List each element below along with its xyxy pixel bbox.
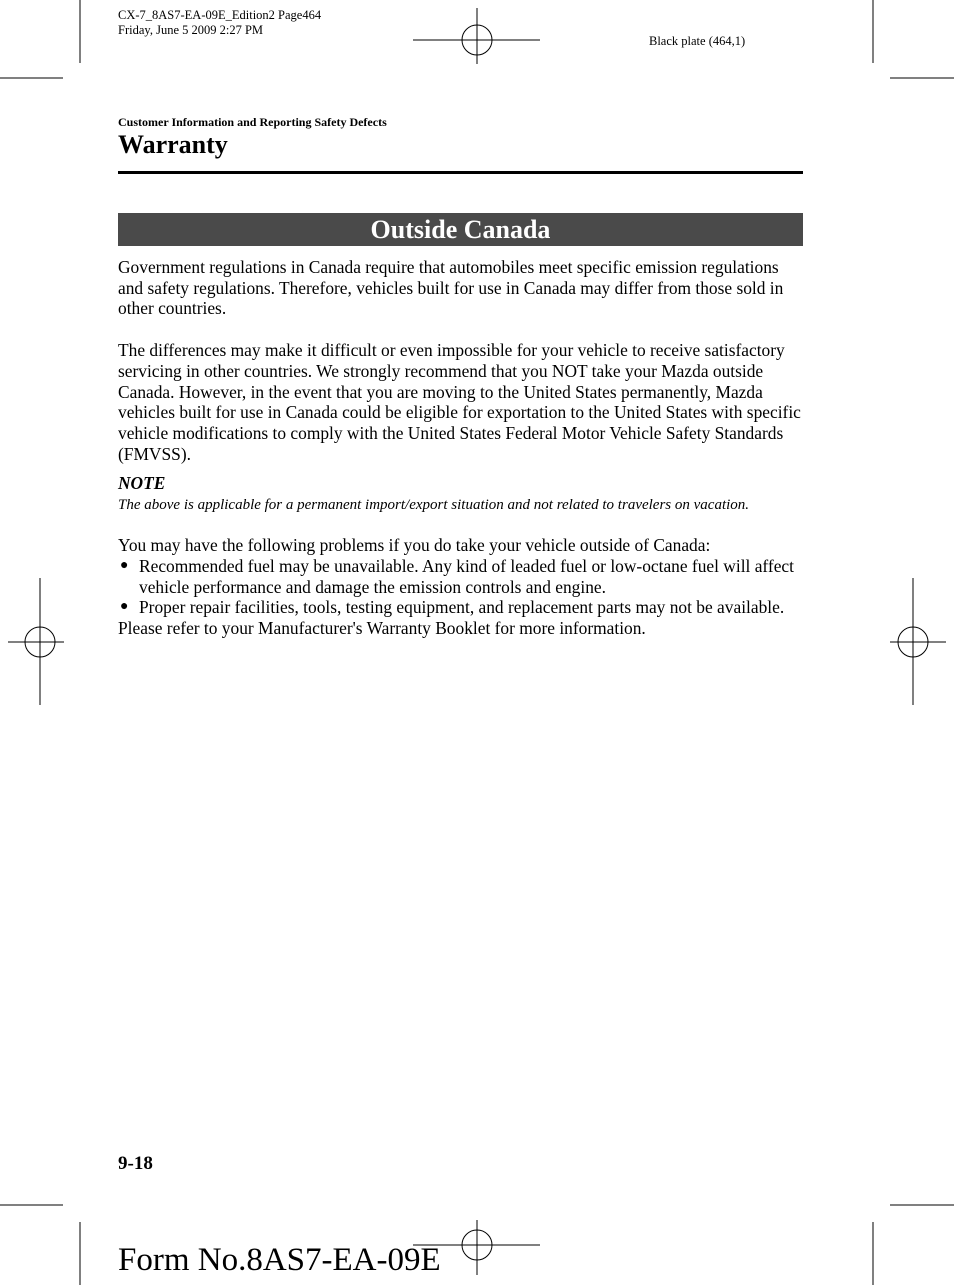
closing-text: Please refer to your Manufacturer's Warranty Booklet for more information.: [118, 618, 646, 639]
note-heading: NOTE: [118, 473, 166, 494]
note-text: The above is applicable for a permanent import/export situation and not related to travelers on vacation.: [118, 497, 750, 514]
title-rule: [118, 171, 803, 174]
list-item-text: Recommended fuel may be unavailable. Any kind of leaded fuel or low-octane fuel will affect vehicle performance and damage the emission controls and engine.: [139, 556, 794, 597]
slug-filename: CX-7_8AS7-EA-09E_Edition2 Page464: [118, 8, 322, 22]
section-heading: Outside Canada: [118, 213, 803, 246]
slug-timestamp: Friday, June 5 2009 2:27 PM: [118, 23, 264, 37]
list-item: [118, 556, 808, 597]
page-number: 9-18: [118, 1153, 153, 1174]
bullet-icon: ●: [120, 599, 129, 615]
paragraph-differences: The differences may make it difficult or even impossible for your vehicle to receive satisfactory servicing in other countries. We strongly recommend that you NOT take your Mazda outside Canada. However, in the event that you are moving to the United States permanently, Mazda vehicles built for use in Canada could be eligible for exportation to the United States with specific vehicle modifications to comply with the United States Federal Motor Vehicle Safety Standards (FMVSS).: [118, 340, 801, 464]
plate-label: Black plate (464,1): [649, 34, 746, 48]
bullet-icon: ●: [120, 558, 129, 574]
problems-intro: You may have the following problems if you do take your vehicle outside of Canada:: [118, 535, 711, 556]
problems-list: [118, 556, 808, 618]
paragraph-regulations: Government regulations in Canada require that automobiles meet specific emission regulations and safety regulations. Therefore, vehicles built for use in Canada may differ from those sold in other countries.: [118, 257, 784, 319]
list-item: [118, 597, 808, 618]
form-number: Form No.8AS7-EA-09E: [118, 1242, 441, 1278]
body-content: [118, 257, 808, 639]
page-title: Warranty: [118, 130, 228, 159]
list-item-text: Proper repair facilities, tools, testing equipment, and replacement parts may not be available.: [139, 597, 785, 618]
breadcrumb: Customer Information and Reporting Safety Defects: [118, 115, 387, 129]
